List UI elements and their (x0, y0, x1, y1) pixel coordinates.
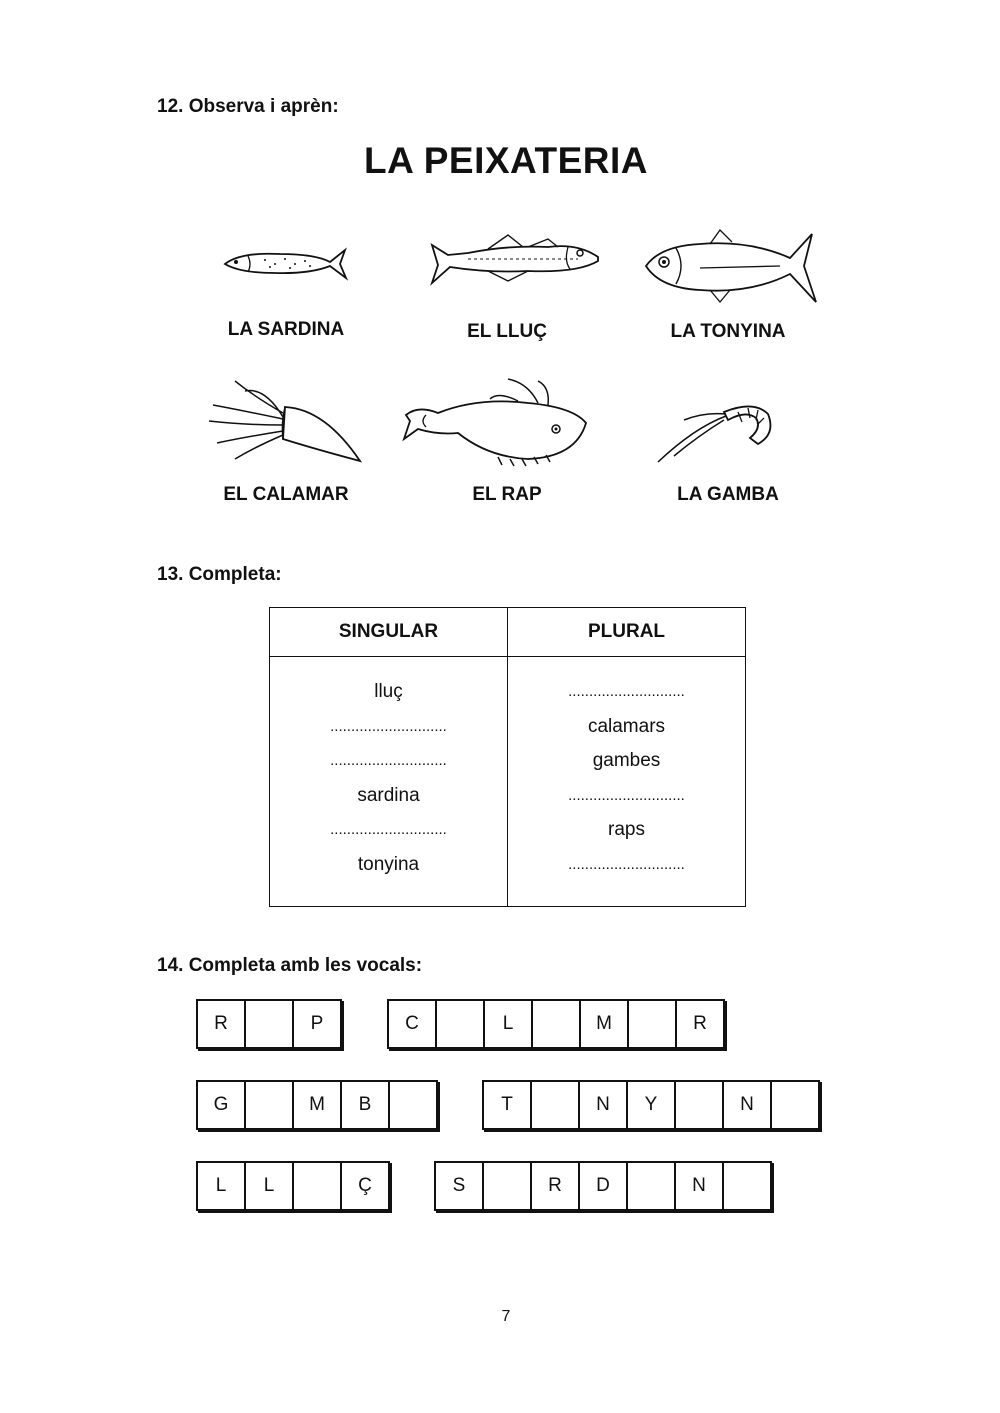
letter-box: R (198, 1001, 246, 1047)
label-sardina: LA SARDINA (227, 319, 345, 340)
singular-cell: sardina (357, 784, 420, 806)
word-lluc (196, 1161, 390, 1211)
vowel-blank-box[interactable] (533, 1001, 581, 1047)
plural-blank[interactable]: ............................ (568, 786, 685, 804)
hake-icon (428, 225, 603, 290)
sardine-icon (220, 242, 350, 282)
vowel-blank-box[interactable] (628, 1163, 676, 1209)
letter-box: T (484, 1082, 532, 1128)
label-calamar: EL CALAMAR (223, 484, 349, 505)
plural-header: PLURAL (508, 608, 746, 657)
word-calamar (387, 999, 725, 1049)
vowel-blank-box[interactable] (437, 1001, 485, 1047)
page-title: LA PEIXATERIA (363, 140, 649, 181)
letter-box: M (581, 1001, 629, 1047)
word-tonyina (482, 1080, 820, 1130)
monkfish-icon (398, 377, 593, 467)
plural-cell: raps (608, 819, 645, 841)
singular-column (270, 657, 508, 907)
singular-blank[interactable]: ............................ (330, 717, 447, 735)
singular-blank[interactable]: ............................ (330, 821, 447, 839)
vowel-blank-box[interactable] (294, 1163, 342, 1209)
squid-icon (205, 377, 365, 465)
label-tonyina: LA TONYINA (670, 321, 786, 342)
singular-blank[interactable]: ............................ (330, 752, 447, 770)
word-gamba (196, 1080, 438, 1130)
label-gamba: LA GAMBA (677, 484, 779, 505)
singular-header: SINGULAR (270, 608, 508, 657)
exercise-13-heading: 13. Completa: (157, 564, 282, 585)
letter-box: B (342, 1082, 390, 1128)
letter-box: M (294, 1082, 342, 1128)
plural-blank[interactable]: ............................ (568, 855, 685, 873)
singular-cell: tonyina (357, 853, 420, 875)
word-sardina (434, 1161, 772, 1211)
plural-blank[interactable]: ............................ (568, 683, 685, 700)
letter-box: Ç (358, 1175, 372, 1196)
letter-box: N (580, 1082, 628, 1128)
letter-box: L (246, 1163, 294, 1209)
vowel-blank-box[interactable] (532, 1082, 580, 1128)
letter-box: R (693, 1013, 707, 1034)
singular-cell: lluç (374, 681, 403, 702)
word-rap (196, 999, 342, 1049)
label-lluc: EL LLUÇ (467, 321, 547, 342)
plural-cell: gambes (592, 750, 661, 772)
letter-box: L (485, 1001, 533, 1047)
letter-box: S (436, 1163, 484, 1209)
singular-plural-table (269, 607, 746, 907)
letter-box: C (389, 1001, 437, 1047)
vowel-blank-box[interactable] (724, 1163, 770, 1209)
vowel-blank-box[interactable] (390, 1082, 436, 1128)
vowel-blank-box[interactable] (629, 1001, 677, 1047)
plural-column (508, 657, 746, 907)
vowel-blank-box[interactable] (772, 1082, 818, 1128)
page-number: 7 (501, 1308, 511, 1325)
vowel-blank-box[interactable] (246, 1001, 294, 1047)
tuna-icon (640, 228, 820, 306)
letter-box: R (532, 1163, 580, 1209)
vowel-blank-box[interactable] (484, 1163, 532, 1209)
vowel-blank-box[interactable] (676, 1082, 724, 1128)
shrimp-icon (654, 398, 776, 464)
letter-box: D (580, 1163, 628, 1209)
exercise-12-heading: 12. Observa i aprèn: (157, 96, 339, 117)
letter-box: Y (628, 1082, 676, 1128)
letter-box: N (724, 1082, 772, 1128)
label-rap: EL RAP (472, 484, 542, 505)
plural-cell: calamars (587, 715, 666, 737)
letter-box: G (198, 1082, 246, 1128)
letter-box: P (310, 1013, 324, 1034)
letter-box: L (198, 1163, 246, 1209)
letter-box: N (676, 1163, 724, 1209)
exercise-14-heading: 14. Completa amb les vocals: (157, 955, 423, 976)
vowel-blank-box[interactable] (246, 1082, 294, 1128)
